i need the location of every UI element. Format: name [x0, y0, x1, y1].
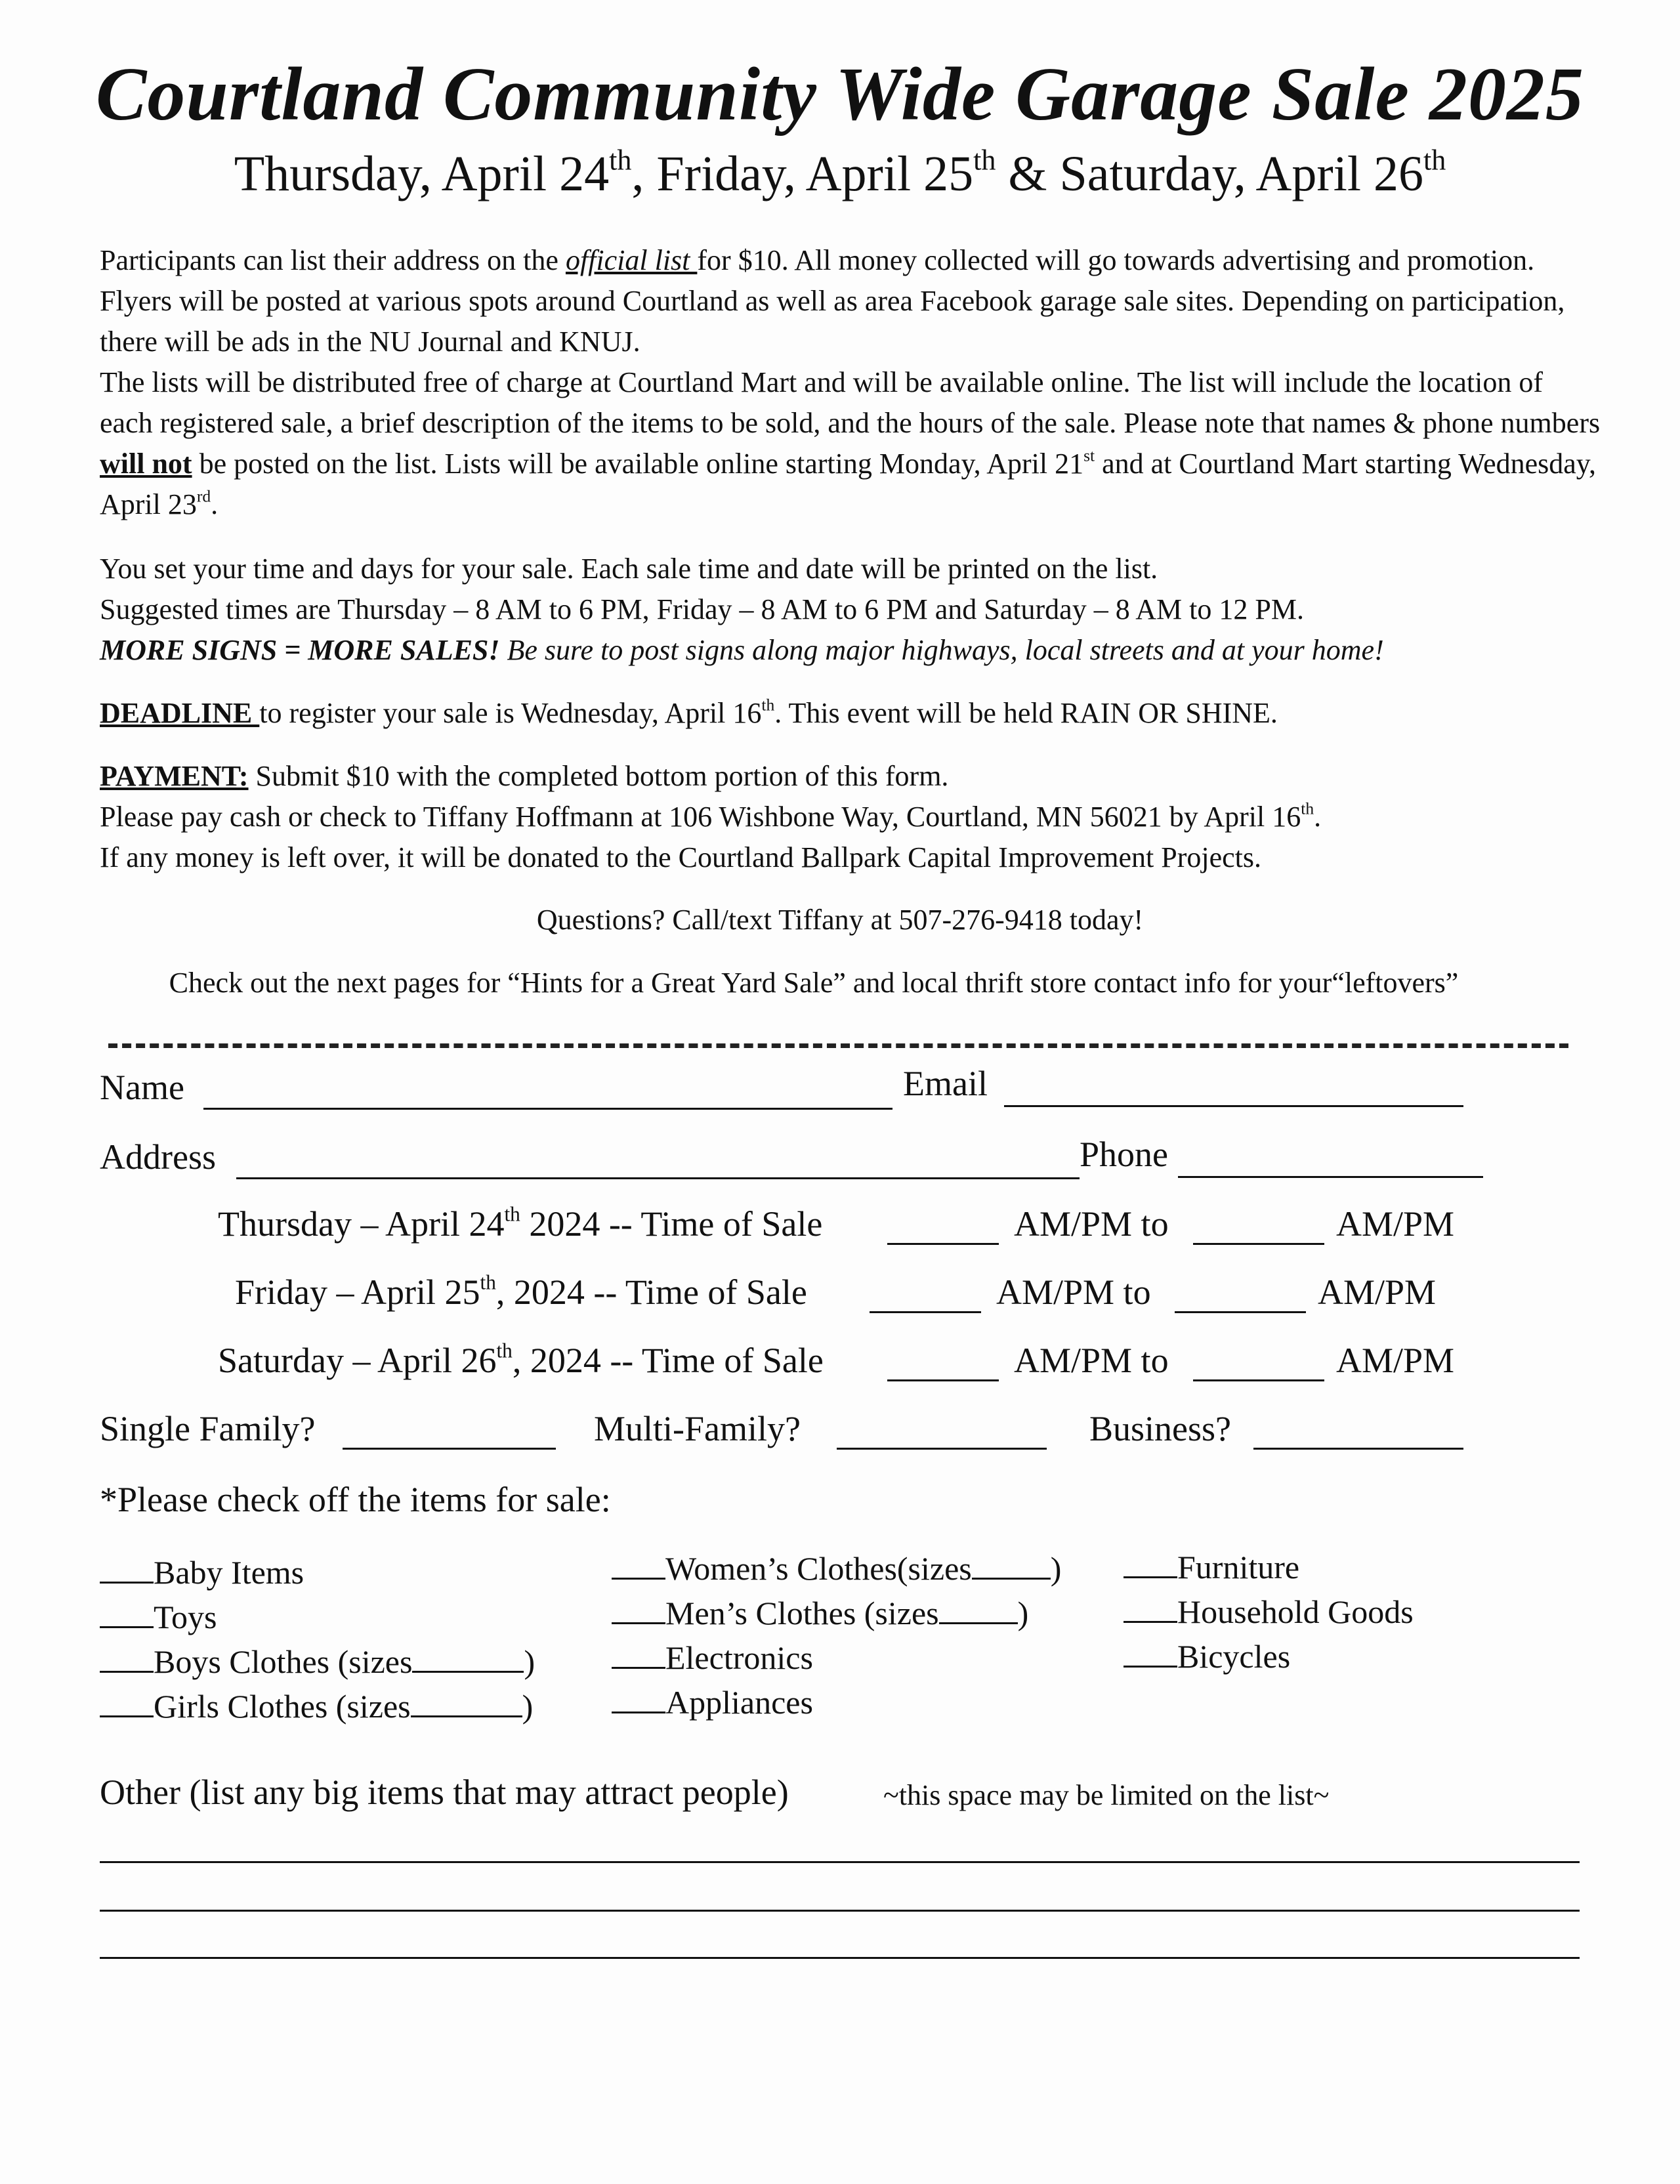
saturday-end-time-field[interactable]	[1193, 1379, 1324, 1381]
payment-text: If any money is left over, it will be donated to the Courtland Ballpark Capital Improvement Projects.	[100, 841, 1262, 873]
item-womens-clothes[interactable]	[612, 1546, 1061, 1591]
deadline-text: to register your sale is Wednesday, April 16	[259, 697, 762, 729]
ordinal-suffix: th	[504, 1202, 520, 1226]
check-blank[interactable]	[1124, 1637, 1177, 1668]
email-label: Email	[903, 1064, 988, 1103]
friday-label	[235, 1272, 807, 1312]
ordinal-suffix: th	[480, 1270, 496, 1294]
paren: )	[522, 1688, 534, 1725]
other-items-label: Other (list any big items that may attract people)	[100, 1773, 789, 1812]
other-items-note: ~this space may be limited on the list~	[883, 1779, 1330, 1811]
item-furniture[interactable]	[1124, 1545, 1414, 1589]
sizes-field[interactable]	[972, 1549, 1051, 1580]
intro-text: .	[211, 488, 219, 520]
check-blank[interactable]	[1124, 1547, 1177, 1578]
items-column-3	[1124, 1545, 1414, 1679]
intro-text: Participants can list their address on the	[100, 244, 566, 276]
ampm-label: AM/PM	[1336, 1204, 1455, 1244]
address-field[interactable]	[236, 1177, 1080, 1179]
ordinal-suffix: th	[1423, 144, 1446, 177]
item-baby-items[interactable]	[100, 1550, 535, 1595]
payment-section	[100, 756, 1603, 878]
single-family-label: Single Family?	[100, 1409, 316, 1448]
item-label: Furniture	[1177, 1549, 1300, 1586]
intro-text: for $10. All money collected will go towards advertising and promotion. Flyers will be posted at various spots around Courtland as well as area Facebook garage sale sites. Depending on participation, there will be ads in the NU Journal and KNUJ.	[100, 244, 1565, 358]
item-label: Girls Clothes (sizes	[154, 1688, 411, 1725]
item-label: Household Goods	[1177, 1593, 1414, 1630]
item-appliances[interactable]	[612, 1680, 1061, 1725]
saturday-start-time-field[interactable]	[887, 1379, 999, 1381]
ampm-to-label: AM/PM to	[1014, 1204, 1169, 1244]
phone-field[interactable]	[1178, 1176, 1483, 1178]
signs-text: Be sure to post signs along major highways, local streets and at your home!	[499, 634, 1384, 666]
day-text: Thursday – April 24	[218, 1204, 505, 1244]
ampm-label: AM/PM	[1336, 1341, 1455, 1380]
day-text: , 2024 -- Time of Sale	[512, 1341, 824, 1380]
signs-emphasis: MORE SIGNS = MORE SALES!	[100, 634, 500, 666]
phone-label: Phone	[1080, 1135, 1168, 1174]
ordinal-suffix: st	[1083, 446, 1095, 465]
check-blank[interactable]	[612, 1549, 665, 1580]
item-toys[interactable]	[100, 1595, 535, 1639]
ordinal-suffix: rd	[196, 486, 211, 506]
payment-text: Please pay cash or check to Tiffany Hoffmann at 106 Wishbone Way, Courtland, MN 56021 by April 16	[100, 801, 1301, 833]
name-field[interactable]	[203, 1108, 892, 1110]
item-bicycles[interactable]	[1124, 1634, 1414, 1679]
payment-text: .	[1314, 801, 1322, 833]
check-blank[interactable]	[1124, 1592, 1177, 1623]
friday-start-time-field[interactable]	[870, 1311, 981, 1313]
signs-line	[100, 630, 1603, 671]
check-blank[interactable]	[612, 1683, 665, 1713]
intro-text: and at Courtland Mart starting Wednesday, April 23	[100, 448, 1596, 520]
date-friday: , Friday, April 25	[631, 146, 974, 201]
paren: )	[1017, 1595, 1029, 1631]
ordinal-suffix: th	[609, 144, 632, 177]
paren: )	[1050, 1550, 1062, 1587]
item-label: Women’s Clothes(sizes	[665, 1550, 972, 1587]
item-boys-clothes[interactable]	[100, 1639, 535, 1684]
ordinal-suffix: th	[496, 1339, 513, 1362]
next-pages-line: Check out the next pages for “Hints for a Great Yard Sale” and local thrift store contact info for your“leftovers”	[169, 967, 1459, 999]
intro-section	[100, 240, 1603, 525]
questions-line: Questions? Call/text Tiffany at 507-276-9418 today!	[536, 904, 1144, 936]
items-column-1	[100, 1550, 535, 1729]
thursday-end-time-field[interactable]	[1193, 1243, 1324, 1245]
day-text: Friday – April 25	[235, 1272, 480, 1312]
date-saturday: & Saturday, April 26	[996, 146, 1423, 201]
item-label: Toys	[154, 1599, 217, 1635]
thursday-label	[218, 1204, 822, 1244]
item-label: Appliances	[665, 1684, 813, 1721]
check-blank[interactable]	[612, 1638, 665, 1669]
ordinal-suffix: th	[761, 695, 775, 715]
intro-text: be posted on the list. Lists will be available online starting Monday, April 21	[192, 448, 1084, 480]
item-household-goods[interactable]	[1124, 1589, 1414, 1634]
item-girls-clothes[interactable]	[100, 1684, 535, 1729]
saturday-label	[218, 1340, 824, 1381]
check-blank[interactable]	[100, 1553, 154, 1584]
page-title: Courtland Community Wide Garage Sale 2025	[96, 52, 1584, 136]
sizes-field[interactable]	[411, 1687, 522, 1717]
deadline-section	[100, 693, 1603, 734]
check-items-prompt: *Please check off the items for sale:	[100, 1480, 611, 1519]
multi-family-field[interactable]	[837, 1448, 1047, 1450]
item-mens-clothes[interactable]	[612, 1591, 1061, 1635]
deadline-text: . This event will be held RAIN OR SHINE.	[774, 697, 1278, 729]
friday-end-time-field[interactable]	[1175, 1311, 1306, 1313]
business-label: Business?	[1089, 1409, 1231, 1448]
times-line-1: You set your time and days for your sale. Each sale time and date will be printed on the list.	[100, 553, 1158, 585]
item-electronics[interactable]	[612, 1635, 1061, 1680]
other-items-line-1[interactable]	[100, 1861, 1580, 1863]
official-list-text: official list	[565, 244, 698, 276]
cut-line	[108, 1043, 1568, 1048]
check-blank[interactable]	[100, 1597, 154, 1628]
check-blank[interactable]	[612, 1593, 665, 1624]
check-blank[interactable]	[100, 1687, 154, 1717]
intro-paragraph-2	[100, 362, 1603, 525]
item-label: Boys Clothes (sizes	[154, 1643, 413, 1680]
ordinal-suffix: th	[973, 144, 996, 177]
intro-paragraph-1	[100, 240, 1603, 362]
item-label: Bicycles	[1177, 1638, 1291, 1675]
sizes-field[interactable]	[412, 1642, 524, 1673]
item-label: Electronics	[665, 1639, 813, 1676]
address-label: Address	[100, 1137, 216, 1177]
single-family-field[interactable]	[343, 1448, 556, 1450]
items-column-2	[612, 1546, 1061, 1725]
sale-dates	[0, 146, 1680, 203]
times-section	[100, 549, 1603, 671]
day-text: Saturday – April 26	[218, 1341, 497, 1380]
other-items-line-2[interactable]	[100, 1910, 1580, 1912]
item-label: Baby Items	[154, 1554, 304, 1591]
ampm-to-label: AM/PM to	[1014, 1341, 1169, 1380]
other-items-line-3[interactable]	[100, 1957, 1580, 1959]
name-label: Name	[100, 1068, 184, 1107]
payment-text: Submit $10 with the completed bottom portion of this form.	[248, 760, 949, 792]
times-line-2: Suggested times are Thursday – 8 AM to 6 PM, Friday – 8 AM to 6 PM and Saturday – 8 AM to 12 PM.	[100, 593, 1304, 625]
payment-label: PAYMENT:	[100, 760, 249, 792]
sizes-field[interactable]	[939, 1593, 1018, 1624]
paren: )	[524, 1643, 536, 1680]
check-blank[interactable]	[100, 1642, 154, 1673]
multi-family-label: Multi-Family?	[594, 1409, 801, 1448]
ordinal-suffix: th	[1301, 799, 1314, 818]
thursday-start-time-field[interactable]	[887, 1243, 999, 1245]
day-text: 2024 -- Time of Sale	[520, 1204, 823, 1244]
day-text: , 2024 -- Time of Sale	[495, 1272, 807, 1312]
deadline-label: DEADLINE	[100, 697, 260, 729]
ampm-to-label: AM/PM to	[996, 1272, 1151, 1312]
business-field[interactable]	[1253, 1448, 1463, 1450]
intro-text: The lists will be distributed free of charge at Courtland Mart and will be available online. The list will include the location of each registered sale, a brief description of the items to be sold, and the hours of the sale. Please note that names & phone numbers	[100, 366, 1601, 439]
ampm-label: AM/PM	[1318, 1272, 1437, 1312]
item-label: Men’s Clothes (sizes	[665, 1595, 939, 1631]
date-thursday: Thursday, April 24	[234, 146, 610, 201]
will-not-emphasis: will not	[100, 448, 192, 480]
email-field[interactable]	[1004, 1105, 1463, 1107]
